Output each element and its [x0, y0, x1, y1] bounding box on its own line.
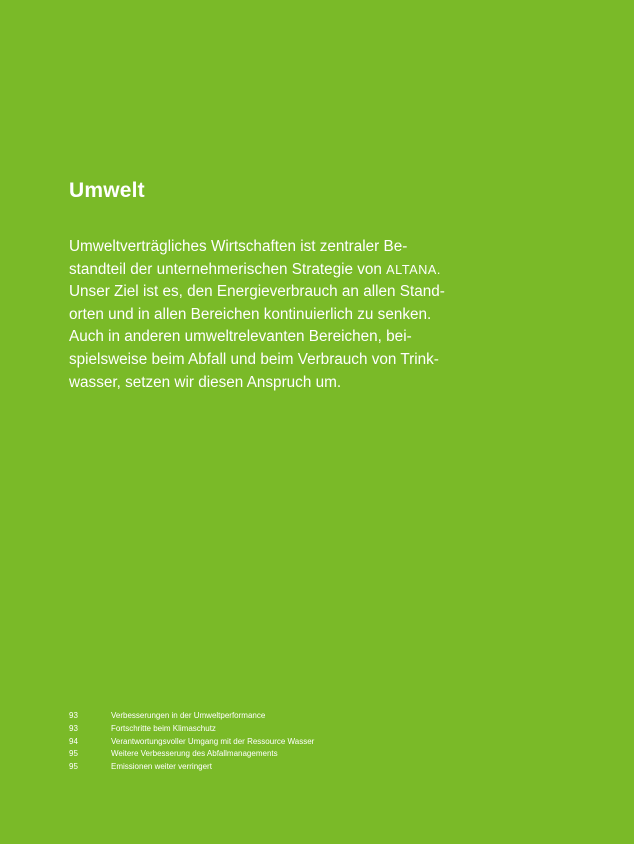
toc-entry[interactable] [69, 710, 314, 723]
intro-line-text: standteil der unternehmerischen Strategie von [69, 260, 387, 278]
section-title: Umwelt [69, 179, 145, 202]
toc-page-number: 93 [69, 711, 78, 720]
intro-line [69, 259, 469, 282]
toc-page-number: 95 [69, 762, 78, 772]
toc-entry[interactable] [69, 748, 314, 761]
toc-entry[interactable] [69, 723, 314, 736]
intro-line: Umweltverträgliches Wirtschaften ist zentraler Be- [69, 238, 408, 255]
intro-line: orten und in allen Bereichen kontinuierlich zu senken. [69, 305, 432, 323]
intro-line: spielsweise beim Abfall und beim Verbrauch von Trink- [69, 350, 439, 368]
toc-label: Emissionen weiter verringert [111, 762, 212, 772]
toc-label: Fortschritte beim Klimaschutz [111, 723, 216, 733]
toc-page-number: 94 [69, 736, 78, 746]
toc-label: Weitere Verbesserung des Abfallmanagements [111, 749, 278, 759]
toc-page-number: 95 [69, 749, 78, 759]
toc-page-number: 93 [69, 723, 78, 733]
table-of-contents [69, 710, 314, 774]
brand-name: ALTANA. [386, 262, 441, 277]
intro-line: Unser Ziel ist es, den Energieverbrauch an allen Stand- [69, 283, 445, 301]
intro-line: wasser, setzen wir diesen Anspruch um. [69, 373, 342, 391]
toc-entry[interactable] [69, 736, 314, 749]
intro-line: Auch in anderen umweltrelevanten Bereichen, bei- [69, 328, 412, 346]
intro-paragraph [69, 236, 469, 394]
toc-label: Verantwortungsvoller Umgang mit der Ressource Wasser [111, 736, 315, 746]
toc-entry[interactable] [69, 761, 314, 774]
toc-label: Verbesserungen in der Umweltperformance [111, 711, 266, 720]
